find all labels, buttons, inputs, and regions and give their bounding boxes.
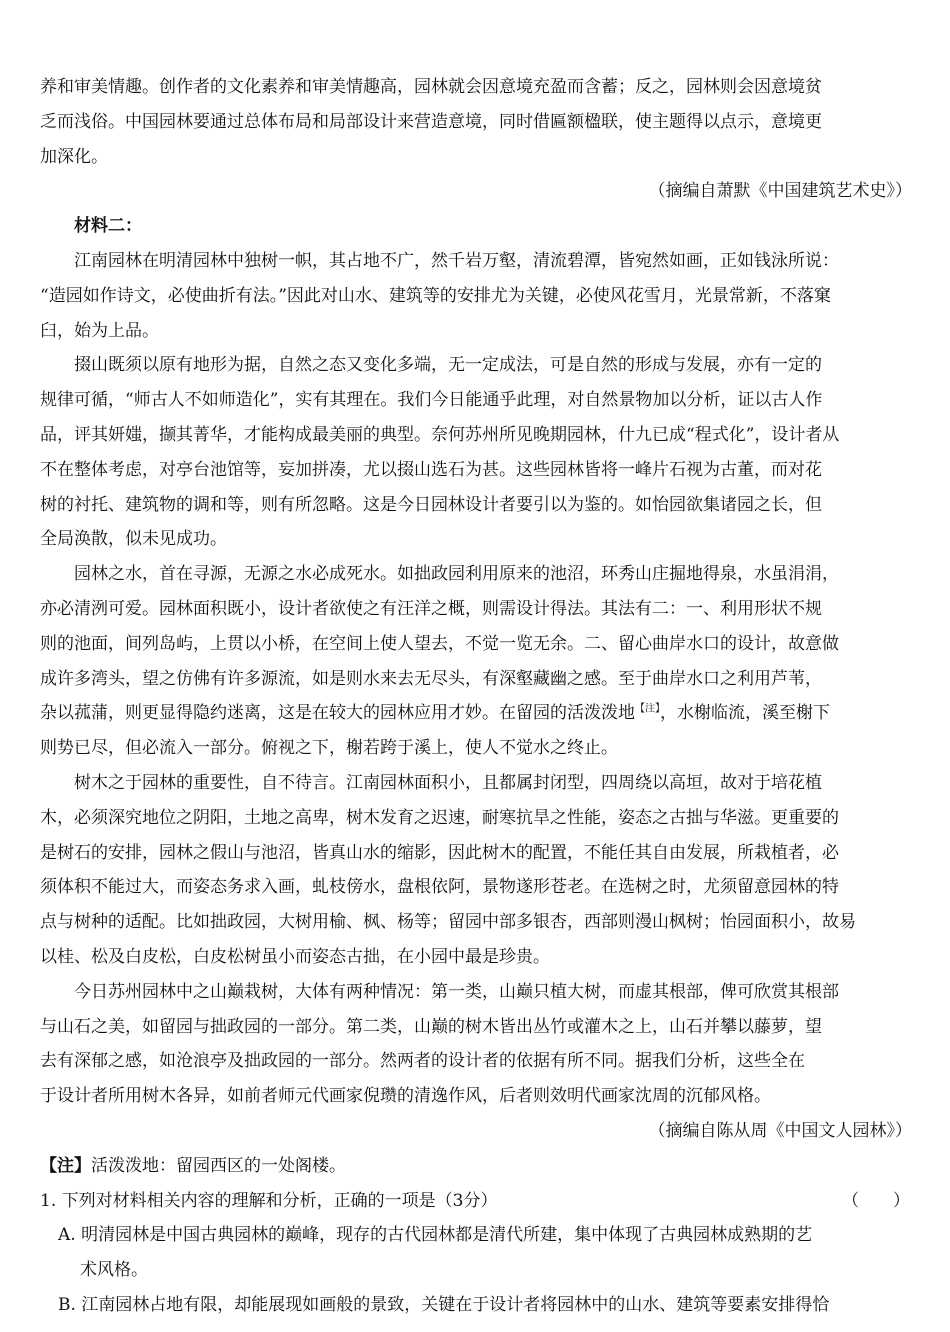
footnote-text: 活泼泼地：留园西区的一处阁楼。	[91, 1155, 346, 1176]
footnote-label: 【注】	[40, 1155, 91, 1176]
source-citation-2: （摘编自陈从周《中国文人园林》）	[648, 1120, 912, 1141]
exam-page	[40, 70, 912, 1323]
text-line: 成许多湾头，望之仿佛有许多源流，如是则水来去无尽头，有深壑藏幽之感。至于曲岸水口之利用芦苇，	[40, 668, 822, 689]
text-line: 臼，始为上品。	[40, 320, 159, 341]
text-line: 则的池面，间列岛屿，上贯以小桥，在空间上使人望去，不觉一览无余。二、留心曲岸水口的设计，故意做	[40, 633, 839, 654]
text-line: 点与树种的适配。比如拙政园，大树用榆、枫、杨等；留园中部多银杏，西部则漫山枫树；怡园面积小，故易	[40, 912, 856, 933]
footnote	[40, 1149, 912, 1184]
text-line: 全局涣散，似未见成功。	[40, 529, 227, 550]
material2-paragraph-2	[40, 348, 912, 557]
text-line: 去有深郁之感，如沧浪亭及拙政园的一部分。然两者的设计者的依据有所不同。据我们分析，这些全在	[40, 1051, 805, 1072]
option-b-line-1: B. 江南园林占地有限，却能展现如画般的景致，关键在于设计者将园林中的山水、建筑等要素安排得恰	[58, 1294, 830, 1315]
text-line: “造园如作诗文，必使曲折有法。”因此对山水、建筑等的安排尤为关键，必使风花雪月，光景常新，不落窠	[40, 285, 831, 306]
text-line: 是树石的安排，园林之假山与池沼，皆真山水的缩影，因此树木的配置，不能任其自由发展，所栽植者，必	[40, 842, 839, 863]
text-line: 不在整体考虑，对亭台池馆等，妄加拼凑，尤以掇山选石为甚。这些园林皆将一峰片石视为古董，而对花	[40, 459, 822, 480]
text-line: 则势已尽，但必流入一部分。俯视之下，榭若跨于溪上，使人不觉水之终止。	[40, 738, 618, 759]
text-line: 杂以菰蒲，则更显得隐约迷离，这是在较大的园林应用才妙。在留园的活泼泼地	[40, 703, 635, 724]
material2-paragraph-5	[40, 975, 912, 1114]
text-line: 品，评其妍媸，撷其菁华，才能构成最美丽的典型。奈何苏州所见晚期园林，什九已成“程式化”，设计者从	[40, 424, 840, 445]
option-b[interactable]	[40, 1288, 912, 1323]
text-line: 树的衬托、建筑物的调和等，则有所忽略。这是今日园林设计者要引以为鉴的。如怡园欲集诸园之长，但	[40, 494, 822, 515]
material2-paragraph-3	[40, 557, 912, 766]
option-a-line-2: 术风格。	[80, 1260, 148, 1281]
option-a[interactable]	[40, 1218, 912, 1288]
source-citation-1: （摘编自萧默《中国建筑艺术史》）	[648, 181, 912, 202]
text-line: 以桂、松及白皮松，白皮松树虽小而姿态古拙，在小园中最是珍贵。	[40, 946, 550, 967]
text-line: 养和审美情趣。创作者的文化素养和审美情趣高，园林就会因意境充盈而含蓄；反之，园林则会因意境贫	[40, 77, 822, 97]
material2-paragraph-4	[40, 766, 912, 975]
text-line: 须体积不能过大，而姿态务求入画，虬枝傍水，盘根依阿，景物遂形苍老。在选树之时，尤须留意园林的特	[40, 877, 839, 898]
material2-paragraph-1	[40, 244, 912, 348]
text-line: 木，必须深究地位之阴阳，土地之高卑，树木发育之迟速，耐寒抗旱之性能，姿态之古拙与华滋。更重要的	[40, 807, 839, 828]
text-line: 园林之水，首在寻源，无源之水必成死水。如拙政园利用原来的池沼，环秀山庄掘地得泉，水虽涓涓，	[74, 564, 839, 585]
question-text: 1. 下列对材料相关内容的理解和分析，正确的一项是（3分）	[40, 1190, 498, 1211]
text-line: ，水榭临流，溪至榭下	[660, 703, 830, 724]
text-line: 加深化。	[40, 146, 108, 167]
question-1-stem	[40, 1184, 912, 1219]
text-line: 于设计者所用树木各异，如前者师元代画家倪瓒的清逸作风，后者则效明代画家沈周的沉郁风格。	[40, 1086, 771, 1107]
material2-heading: 材料二：	[74, 216, 142, 237]
option-a-line-1: A. 明清园林是中国古典园林的巅峰，现存的古代园林都是清代所建，集中体现了古典园林成熟期的艺	[58, 1225, 813, 1246]
text-line: 与山石之美，如留园与拙政园的一部分。第二类，山巅的树木皆出丛竹或灌木之上，山石并攀以藤萝，望	[40, 1016, 822, 1037]
footnote-marker: 【注】	[635, 703, 660, 715]
text-line: 掇山既须以原有地形为据，自然之态又变化多端，无一定成法，可是自然的形成与发展，亦有一定的	[74, 355, 822, 376]
text-line: 今日苏州园林中之山巅栽树，大体有两种情况：第一类，山巅只植大树，而虚其根部，俾可欣赏其根部	[74, 981, 839, 1002]
material1-tail	[40, 70, 912, 174]
text-line: 树木之于园林的重要性，自不待言。江南园林面积小，且都属封闭型，四周绕以高垣，故对于培花植	[74, 772, 822, 793]
text-line: 江南园林在明清园林中独树一帜，其占地不广，然千岩万壑，清流碧潭，皆宛然如画，正如钱泳所说：	[74, 250, 839, 271]
text-line: 亦必清洌可爱。园林面积既小，设计者欲使之有汪洋之概，则需设计得法。其法有二：一、利用形状不规	[40, 598, 822, 619]
text-line: 规律可循，“师古人不如师造化”，实有其理在。我们今日能通乎此理，对自然景物加以分析，证以古人作	[40, 390, 823, 411]
text-line: 乏而浅俗。中国园林要通过总体布局和局部设计来营造意境，同时借匾额楹联，使主题得以点示，意境更	[40, 111, 822, 132]
answer-blank[interactable]: （ ）	[842, 1190, 910, 1211]
